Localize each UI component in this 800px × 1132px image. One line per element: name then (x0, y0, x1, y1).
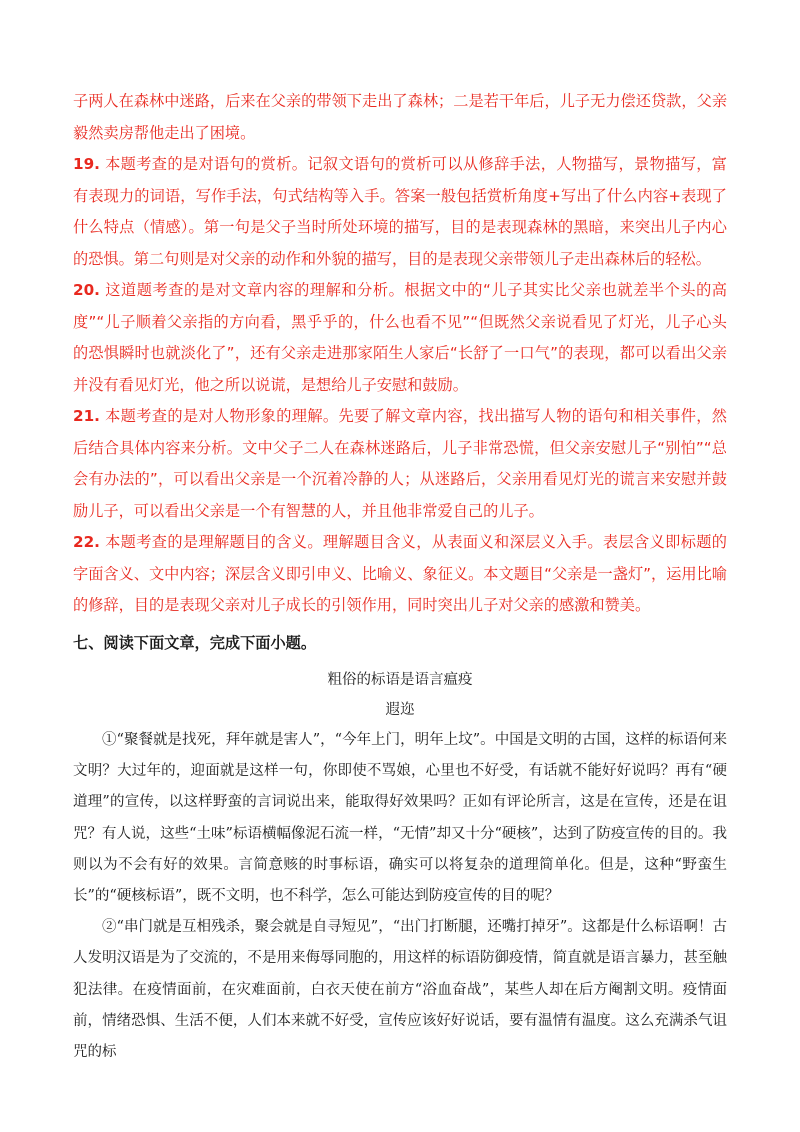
section-heading: 七、阅读下面文章，完成下面小题。 (73, 633, 316, 652)
answer-number: 20. (73, 281, 100, 299)
article-paragraph-1: ①“聚餐就是找死，拜年就是害人”，“今年上门，明年上坟”。中国是文明的古国，这样的标语何来文明？大过年的，迎面就是这样一句，你即使不骂娘，心里也不好受，有话就不能好好说吗？再有“硬道理”的宣传，以这样野蛮的言词说出来，能取得好效果吗？正如有评论所言，这是在宣传，还是在诅咒？有人说，这些“土味”标语横幅像泥石流一样，“无情”却又十分“硬核”，达到了防疫宣传的目的。我则以为不会有好的效果。言简意赅的时事标语，确实可以将复杂的道理简单化。但是，这种“野蛮生长”的“硬核标语”，既不文明，也不科学，怎么可能达到防疫宣传的目的呢？ (73, 732, 727, 905)
answer-number: 19. (73, 155, 100, 173)
answer-text: 本题考查的是理解题目的含义。理解题目含义，从表面义和深层义入手。表层含义即标题的字面含义、文中内容；深层含义即引申义、比喻义、象征义。本文题目“父亲是一盏灯”，运用比喻的修辞，目的是表现父亲对儿子成长的引领作用，同时突出儿子对父亲的感激和赞美。 (73, 533, 727, 614)
answer-22 (73, 527, 727, 622)
article-paragraph-2: ②“串门就是互相残杀，聚会就是自寻短见”，“出门打断腿，还嘴打掉牙”。这都是什么标语啊！古人发明汉语是为了交流的，不是用来侮辱同胞的，用这样的标语防御疫情，简直就是语言暴力，甚至触犯法律。在疫情面前，在灾难面前，白衣天使在前方“浴血奋战”，某些人却在后方阉割文明。疫情面前，情绪恐惧、生活不便，人们本来就不好受，宣传应该好好说话，要有温情有温度。这么充满杀气诅咒的标 (73, 919, 727, 1061)
answer-20 (73, 275, 727, 401)
answer-text: 子两人在森林中迷路，后来在父亲的带领下走出了森林；二是若干年后，儿子无力偿还贷款，父亲毅然卖房帮他走出了困境。 (73, 92, 727, 142)
answer-number: 22. (73, 533, 100, 551)
answer-text: 本题考查的是对人物形象的理解。先要了解文章内容，找出描写人物的语句和相关事件，然后结合具体内容来分析。文中父子二人在森林迷路后，儿子非常恐慌，但父亲安慰儿子“别怕”“总会有办法的”，可以看出父亲是一个沉着冷静的人；从迷路后，父亲用看见灯光的谎言来安慰并鼓励儿子，可以看出父亲是一个有智慧的人，并且他非常爱自己的儿子。 (73, 407, 727, 520)
answer-18-continuation (73, 86, 727, 149)
answer-text: 本题考查的是对语句的赏析。记叙文语句的赏析可以从修辞手法，人物描写，景物描写，富有表现力的词语，写作手法，句式结构等入手。答案一般包括赏析角度+写出了什么内容+表现了什么特点（情感）。第一句是父子当时所处环境的描写，目的是表现森林的黑暗，来突出儿子内心的恐惧。第二句则是对父亲的动作和外貌的描写，目的是表现父亲带领儿子走出森林后的轻松。 (73, 155, 727, 268)
answer-19 (73, 149, 727, 275)
answer-text: 这道题考查的是对文章内容的理解和分析。根据文中的“儿子其实比父亲也就差半个头的高度”“儿子顺着父亲指的方向看，黑乎乎的，什么也看不见”“但既然父亲说看见了灯光，儿子心头的恐惧瞬时也就淡化了”，还有父亲走进那家陌生人家后“长舒了一口气”的表现，都可以看出父亲并没有看见灯光，他之所以说谎，是想给儿子安慰和鼓励。 (73, 281, 727, 394)
document-content (73, 86, 727, 1068)
answer-21 (73, 401, 727, 527)
article-title: 粗俗的标语是语言瘟疫 (327, 672, 473, 688)
answer-number: 21. (73, 407, 100, 425)
article-author: 遐迩 (385, 702, 415, 718)
